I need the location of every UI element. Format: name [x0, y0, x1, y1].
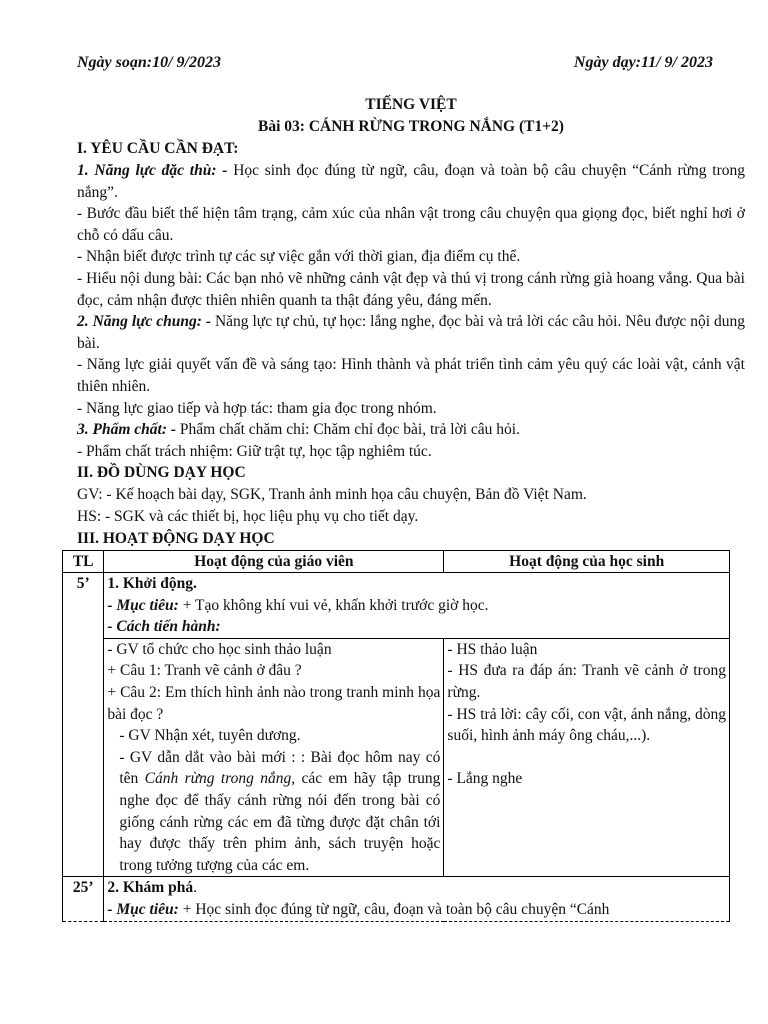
teach-date: Ngày dạy:11/ 9/ 2023 — [573, 54, 713, 71]
table-row — [63, 877, 730, 921]
paragraph: - Năng lực giao tiếp và hợp tác: tham gia đọc trong nhóm. — [77, 399, 437, 417]
lesson-title — [77, 94, 745, 138]
paragraph: - Nhận biết được trình tự các sự việc gắn với thời gian, địa điểm cụ thể. — [77, 248, 521, 266]
document-page — [72, 54, 745, 922]
col-header-time: TL — [63, 550, 104, 573]
activity-heading-cell: 2. Khám phá. - Mục tiêu: + Học sinh đọc đúng từ ngữ, câu, đoạn và toàn bộ câu chuyện “Cánh — [104, 877, 730, 921]
paragraph: - Phẩm chất trách nhiệm: Giữ trật tự, học tập nghiêm túc. — [77, 442, 432, 460]
paragraph: GV: - Kế hoạch bài dạy, SGK, Tranh ảnh minh họa câu chuyện, Bản đồ Việt Nam. — [77, 486, 587, 504]
paragraph: - Hiểu nội dung bài: Các bạn nhỏ vẽ những cảnh vật đẹp và thú vị trong cánh rừng già hoang vắng. Qua bài đọc, cảm nhận được thiên nhiên quanh ta thật đáng yêu, đáng mến. — [77, 269, 745, 309]
paragraph: 2. Năng lực chung: - Năng lực tự chủ, tự học: lắng nghe, đọc bài và trả lời các câu hỏi. Nêu được nội dung bài. — [77, 313, 745, 352]
lesson-name: Bài 03: CÁNH RỪNG TRONG NẮNG (T1+2) — [258, 118, 564, 135]
section-1-heading: I. YÊU CẦU CẦN ĐẠT: — [77, 140, 239, 157]
section-3-heading: III. HOẠT ĐỘNG DẠY HỌC — [77, 529, 275, 547]
activity-heading-cell: 1. Khởi động. - Mục tiêu: + Tạo không khí vui vẻ, khấn khởi trước giờ học. - Cách tiến hành: — [104, 573, 730, 639]
paragraph: - Bước đầu biết thể hiện tâm trạng, cảm xúc của nhân vật trong câu chuyện qua giọng đọc, biết nghỉ hơi ở chỗ có dấu câu. — [77, 205, 745, 244]
paragraph: 3. Phẩm chất: - Phẩm chất chăm chỉ: Chăm chỉ đọc bài, trả lời câu hỏi. — [77, 421, 520, 439]
paragraph: 1. Năng lực đặc thù: - Học sinh đọc đúng từ ngữ, câu, đoạn và toàn bộ câu chuyện “Cánh rừng trong nắng”. — [77, 162, 745, 201]
time-cell: 25’ — [63, 877, 104, 921]
subject-title: TIẾNG VIỆT — [365, 96, 457, 113]
teacher-cell: - GV tổ chức cho học sinh thảo luận + Câu 1: Tranh vẽ cảnh ở đâu ? + Câu 2: Em thích hình ảnh nào trong tranh minh họa bài đọc ? - GV Nhận xét, tuyên dương. - GV dẫn dắt vào bài mới : : Bài đọc hôm nay có tên Cánh rừng trong nắng, các em hãy tập trung nghe đọc để thấy cánh rừng nói đến trong bài có giống cánh rừng các em đã từng được đặt chân tới hay được thấy trên phim ảnh, sách truyện hoặc trong tưởng tượng của các em. — [104, 638, 444, 877]
section-2-heading: II. ĐỒ DÙNG DẠY HỌC — [77, 464, 246, 482]
student-cell: - HS thảo luận - HS đưa ra đáp án: Tranh vẽ cảnh ở trong rừng. - HS trả lời: cây cối, con vật, ánh nắng, dòng suối, hình ảnh máy ông cháu,...). - Lắng nghe — [444, 638, 730, 877]
table-header-row — [63, 550, 730, 573]
prep-date: Ngày soạn:10/ 9/2023 — [77, 54, 221, 71]
table-row — [63, 638, 730, 877]
paragraph: HS: - SGK và các thiết bị, học liệu phụ vụ cho tiết dạy. — [77, 507, 419, 525]
activity-table — [62, 550, 730, 922]
paragraph: - Năng lực giải quyết vấn đề và sáng tạo: Hình thành và phát triển tình cảm yêu quý các loài vật, cảnh vật thiên nhiên. — [77, 356, 745, 395]
col-header-teacher: Hoạt động của giáo viên — [104, 550, 444, 573]
table-row — [63, 573, 730, 639]
date-header — [77, 54, 713, 72]
time-cell: 5’ — [63, 573, 104, 877]
col-header-student: Hoạt động của học sinh — [444, 550, 730, 573]
